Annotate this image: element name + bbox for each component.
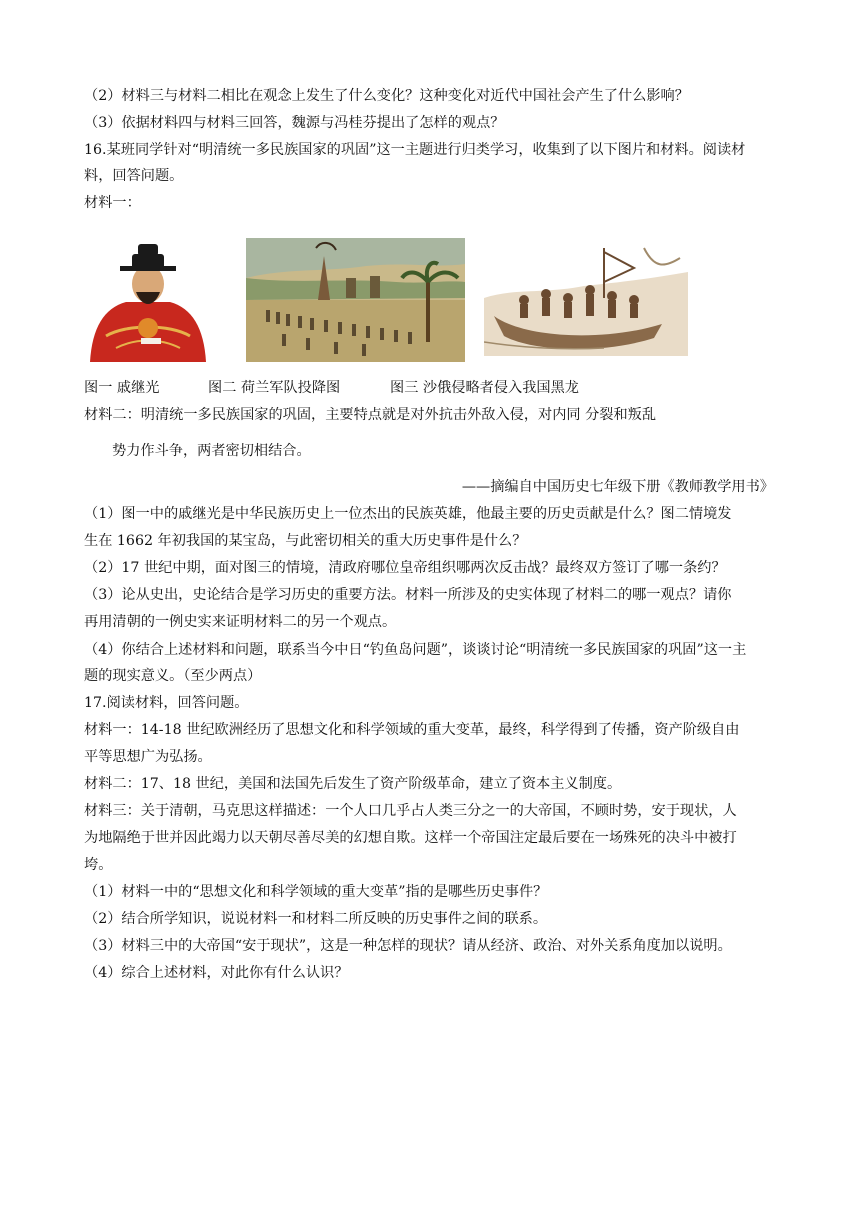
q15-sub3: （3）依据材料四与材料三回答，魏源与冯桂芬提出了怎样的观点？ [84,115,505,131]
q16-sub4-line2: 题的现实意义。（至少两点） [84,668,262,684]
figure-1-portrait [86,236,210,362]
q16-sub3-line2: 再用清朝的一例史实来证明材料二的另一个观点。 [84,614,397,630]
q17-material1-line1: 材料一：14-18 世纪欧洲经历了思想文化和科学领域的重大变革，最终，科学得到了传播，资产阶级自由 [84,722,740,738]
figure-2-caption: 图二 荷兰军队投降图 [208,380,341,396]
q17-material1-line2: 平等思想广为弘扬。 [84,749,212,765]
figure-1-caption: 图一 戚继光 [84,380,160,396]
q16-material1-label: 材料一： [84,195,141,211]
q16-material2-line1: 材料二：明清统一多民族国家的巩固，主要特点就是对外抗击外敌入侵，对内同 分裂和叛乱 [84,407,657,423]
q15-sub2: （2）材料三与材料二相比在观念上发生了什么变化？这种变化对近代中国社会产生了什么影响？ [84,88,689,104]
q17-material3-line3: 垮。 [84,857,113,873]
q17-sub1: （1）材料一中的“思想文化和科学领域的重大变革”指的是哪些历史事件？ [84,884,548,900]
dutch-surrender-image [246,238,465,362]
q16-material2-line2: 势力作斗争，两者密切相结合。 [112,443,311,459]
q16-stem-line2: 料，回答问题。 [84,168,184,184]
q17-material2: 材料二：17、18 世纪，美国和法国先后发生了资产阶级革命，建立了资本主义制度。 [84,776,622,792]
q17-sub4: （4）综合上述材料，对此你有什么认识？ [84,965,349,981]
qi-jiguang-portrait-image [86,236,210,362]
q17-material3-line2: 为地隔绝于世并因此竭力以天朝尽善尽美的幻想自欺。这样一个帝国注定最后要在一场殊死的决斗中被打 [84,830,737,846]
q16-sub1-line2: 生在 1662 年初我国的某宝岛，与此密切相关的重大历史事件是什么？ [84,533,527,549]
q16-sub2: （2）17 世纪中期，面对图三的情境，清政府哪位皇帝组织哪两次反击战？最终双方签订了哪一条约？ [84,560,726,576]
q17-stem: 17.阅读材料，回答问题。 [84,695,249,711]
russian-invaders-image [484,238,688,356]
q16-source: ——摘编自中国历史七年级下册《教师教学用书》 [461,479,774,495]
figure-2-painting [246,238,465,362]
figure-3-engraving [484,238,688,356]
q17-sub3: （3）材料三中的大帝国“安于现状”，这是一种怎样的现状？请从经济、政治、对外关系角度加以说明。 [84,938,732,954]
figure-3-caption: 图三 沙俄侵略者侵入我国黑龙 [390,380,579,396]
q16-sub3-line1: （3）论从史出，史论结合是学习历史的重要方法。材料一所涉及的史实体现了材料二的哪一观点？请你 [84,587,732,603]
q17-material3-line1: 材料三：关于清朝，马克思这样描述：一个人口几乎占人类三分之一的大帝国，不顾时势，安于现状，人 [84,803,737,819]
q17-sub2: （2）结合所学知识，说说材料一和材料二所反映的历史事件之间的联系。 [84,911,548,927]
q16-stem-line1: 16.某班同学针对“明清统一多民族国家的巩固”这一主题进行归类学习，收集到了以下图片和材料。阅读材 [84,142,746,158]
q16-sub1-line1: （1）图一中的戚继光是中华民族历史上一位杰出的民族英雄，他最主要的历史贡献是什么？图二情境发 [84,506,732,522]
q16-sub4-line1: （4）你结合上述材料和问题，联系当今中日“钓鱼岛问题”，谈谈讨论“明清统一多民族国家的巩固”这一主 [84,642,747,658]
